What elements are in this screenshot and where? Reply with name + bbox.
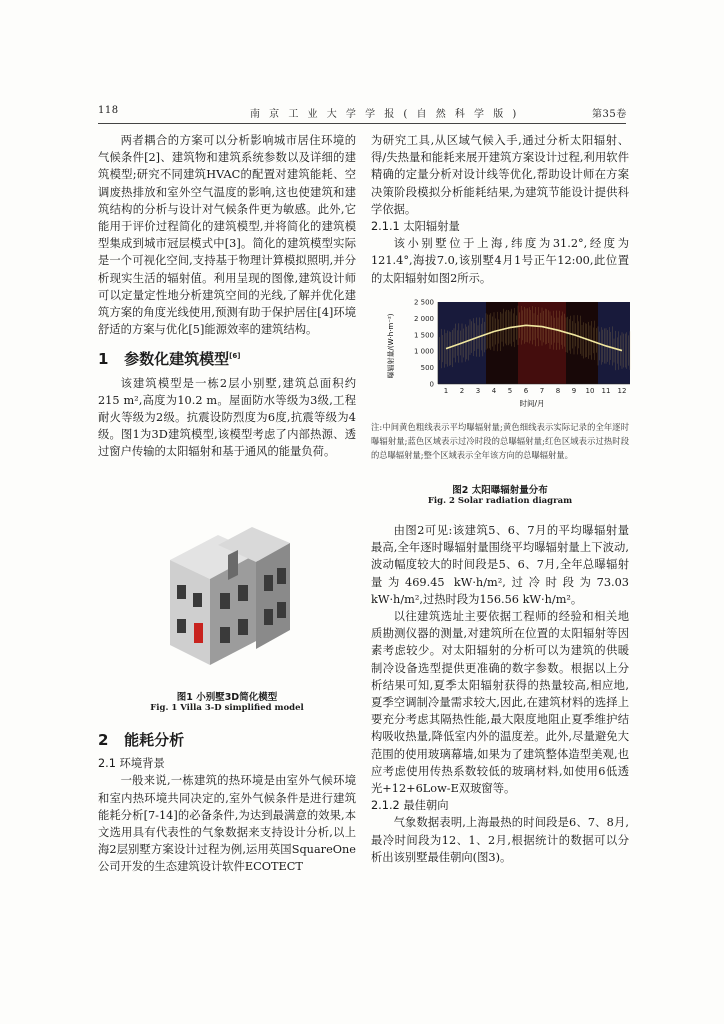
y-tick-label: 500 <box>420 364 434 373</box>
window <box>238 585 248 601</box>
window <box>264 609 273 625</box>
x-tick-label: 2 <box>459 387 465 395</box>
y-tick-label: 1 500 <box>413 331 434 340</box>
window <box>264 575 273 591</box>
window <box>220 627 230 643</box>
y-axis-label: 曝辐射量/(W·h·m⁻²) <box>387 313 395 379</box>
x-axis-label: 时间/月 <box>519 399 545 408</box>
x-tick-label: 9 <box>571 387 577 395</box>
left-column-lower <box>98 732 356 876</box>
section-1-heading: 1 参数化建筑模型[6] <box>98 350 241 369</box>
section-2-1-2-heading: 2.1.2 最佳朝向 <box>371 799 449 813</box>
chimney <box>228 550 238 580</box>
x-tick-label: 8 <box>555 387 561 395</box>
fig1-caption-cn: 图1 小别墅3D简化模型 <box>176 692 278 703</box>
continued-paragraph: 为研究工具,从区域气候入手,通过分析太阳辐射、得/失热量和能耗来展开建筑方案设计过程,利用软件精确的定量分析对设计线等优化,帮助设计师在方案决策阶段模拟分析能耗结果,为建筑节能设计提供科学依据。 <box>371 134 629 216</box>
right-column-lower <box>371 522 629 866</box>
x-tick-label: 6 <box>523 387 529 395</box>
section-2-1-2-paragraph: 气象数据表明,上海最热的时间段是6、7、8月,最冷时间段为12、1、2月,根据统计的数据可以分析出该别墅最佳朝向(图3)。 <box>371 816 629 864</box>
x-tick-label: 12 <box>617 387 627 395</box>
left-column <box>98 132 356 461</box>
x-tick-label: 5 <box>507 387 513 395</box>
section-1-paragraph: 该建筑模型是一栋2层小别墅,建筑总面积约215 m²,高度为10.2 m。屋面防水等级为3级,工程耐火等级为2级。抗震设防烈度为6度,抗震等级为4级。图1为3D建筑模型,该模型考虑了内部热源、透过窗户传输的太阳辐射和基于通风的能量负荷。 <box>98 376 356 459</box>
page-number: 118 <box>98 105 119 116</box>
fig2-caption-cn: 图2 太阳曝辐射量分布 <box>452 485 548 496</box>
window <box>177 619 186 633</box>
fig1-caption-en: Fig. 1 Villa 3-D simplified model <box>150 703 304 713</box>
fig2-note: 注:中间黄色粗线表示平均曝辐射量;黄色细线表示实际记录的全年逐时曝辐射量;蓝色区域表示过冷时段的总曝辐射量;红色区域表示过热时段的总曝辐射量;整个区域表示全年该方向的总曝辐射量。 <box>371 422 629 460</box>
section-2-1-heading: 2.1 环境背景 <box>98 757 165 771</box>
window <box>220 593 230 609</box>
window <box>238 619 248 635</box>
section-2-1-1-heading: 2.1.1 太阳辐射量 <box>371 220 460 234</box>
front-door <box>194 623 203 643</box>
y-tick-label: 2 500 <box>413 298 434 307</box>
section-2-1-1-paragraph: 该小别墅位于上海,纬度为31.2°,经度为121.4°,海拔7.0,该别墅4月1号正午12:00,此位置的太阳辐射如图2所示。 <box>371 237 629 285</box>
site-selection-paragraph: 以往建筑选址主要依据工程师的经验和相关地质勘测仪器的测量,对建筑所在位置的太阳辐射等因素考虑较少。对太阳辐射的分析可以为建筑的供暖制冷设备选型提供更准确的数字参数。根据以上分析结果可知,夏季太阳辐射获得的热量较高,相应地,夏季空调制冷量需求较大,因此,在建筑材料的选择上要充分考虑其隔热性能,最大限度地阻止夏季维护结构吸收热量,降低室内外的温度差。此外,尽量避免大范围的使用玻璃幕墙,如果为了建筑整体造型美观,也应考虑使用传热系数较低的玻璃材料,如使用6低透光+12+6Low-E双玻窗等。 <box>371 610 629 796</box>
volume: 第35卷 <box>592 109 627 120</box>
y-tick-label: 1 000 <box>413 347 434 356</box>
window <box>277 568 286 584</box>
para-intro: 两者耦合的方案可以分析影响城市居住环境的气候条件[2]、建筑物和建筑系统参数以及详细的建筑模型;研究不同建筑HVAC的配置对建筑能耗、空调废热排放和室外空气温度的影响,这也使建筑和建筑结构的分析与设计对气候条件更为敏感。此外,它能用于评价过程简化的建筑模型,并将简化的建筑模型集成到城市冠层模式中[3]。简化的建筑模型实际是一个可视化空间,支持基于物理计算模拟照明,并分析现实生活的辐射值。利用呈现的图像,建筑设计师可以定量定性地分析建筑空间的光线,了解并优化建筑方案的角度光线使用,预测有助于保护居住[4]环境舒适的方案与优化[5]能源效率的建筑结构。 <box>98 134 356 337</box>
solar-radiation-chart <box>384 298 634 410</box>
section-2-heading: 2 能耗分析 <box>98 731 185 749</box>
x-tick-label: 11 <box>601 387 611 395</box>
x-tick-label: 3 <box>475 387 481 395</box>
window <box>177 585 186 599</box>
y-tick-label: 0 <box>429 380 434 389</box>
window <box>193 593 202 607</box>
right-column-top <box>371 132 629 287</box>
fig2-caption-en: Fig. 2 Solar radiation diagram <box>427 496 573 506</box>
header-rule <box>98 123 626 124</box>
y-tick-label: 2 000 <box>413 314 434 323</box>
x-tick-label: 4 <box>491 387 497 395</box>
x-tick-label: 10 <box>585 387 595 395</box>
section-2-1-paragraph: 一般来说,一栋建筑的热环境是由室外气候环境和室内热环境共同决定的,室外气候条件是进行建筑能耗分析[7-14]的必备条件,为达到最满意的效果,本文选用具有代表性的气象数据来支持设计分析,以上海2层别墅方案设计过程为例,运用英国SquareOne公司开发的生态建筑设计软件ECOTECT <box>98 774 356 874</box>
fig2-analysis-paragraph: 由图2可见:该建筑5、6、7月的平均曝辐射量最高,全年逐时曝辐射量围绕平均曝辐射量上下波动,波动幅度较大的时间段是5、6、7月,全年总曝辐射量为469.45 kW·h/m²,过冷时段为73.03 kW·h/m²,过热时段为156.56 kW·h/m²。 <box>371 524 629 606</box>
x-tick-label: 7 <box>539 387 545 395</box>
villa-3d-figure <box>160 515 300 685</box>
journal-title: 南 京 工 业 大 学 学 报 ( 自 然 科 学 版 ) <box>250 109 520 120</box>
window <box>277 602 286 618</box>
x-tick-label: 1 <box>443 387 449 395</box>
